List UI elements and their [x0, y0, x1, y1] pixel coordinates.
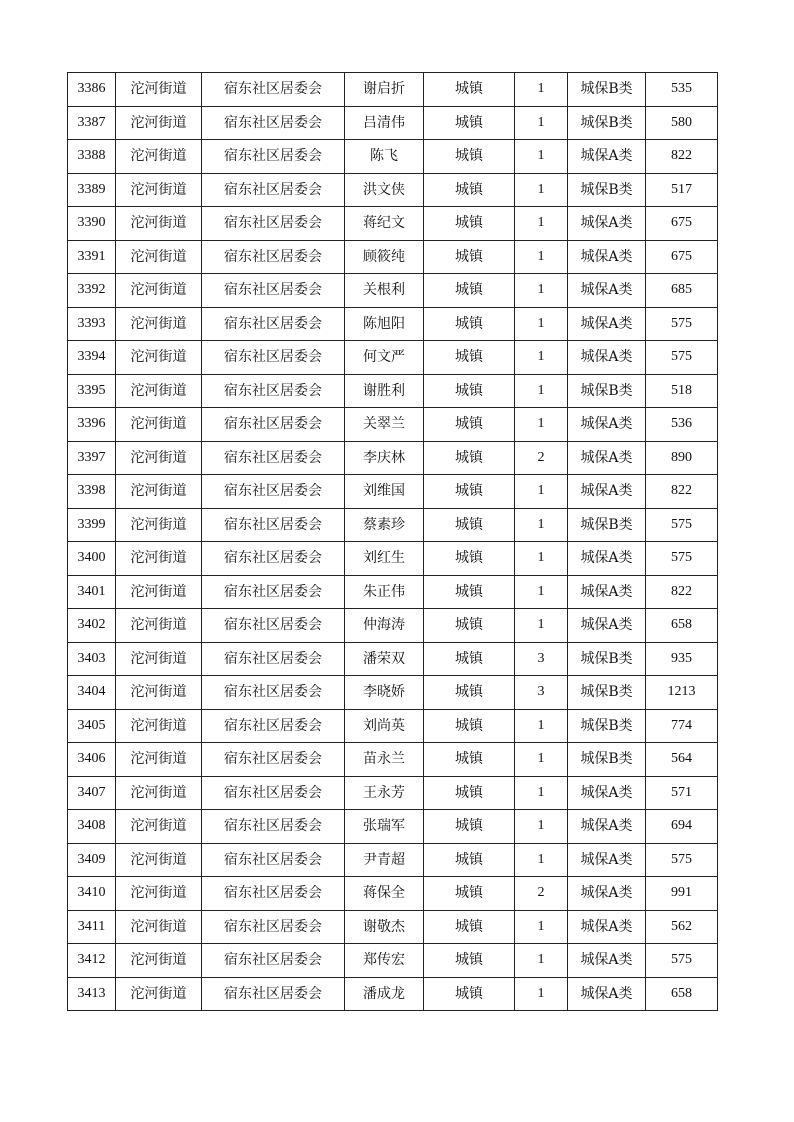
cell-name: 李晓娇	[345, 676, 424, 710]
cell-insurance-category: 城保A类	[568, 609, 646, 643]
cell-subdistrict: 沱河街道	[116, 977, 202, 1011]
cell-household-size: 1	[515, 173, 568, 207]
cell-community: 宿东社区居委会	[202, 810, 345, 844]
table-row	[68, 977, 718, 1011]
cell-name: 李庆林	[345, 441, 424, 475]
table-row	[68, 944, 718, 978]
table-row	[68, 810, 718, 844]
cell-amount: 822	[646, 575, 718, 609]
table-row	[68, 508, 718, 542]
table-row	[68, 676, 718, 710]
cell-community: 宿东社区居委会	[202, 441, 345, 475]
cell-subdistrict: 沱河街道	[116, 676, 202, 710]
cell-insurance-category: 城保A类	[568, 776, 646, 810]
table-row	[68, 73, 718, 107]
table-row	[68, 408, 718, 442]
cell-household-size: 1	[515, 743, 568, 777]
cell-household-size: 1	[515, 977, 568, 1011]
table-row	[68, 877, 718, 911]
cell-household-type: 城镇	[424, 743, 515, 777]
cell-community: 宿东社区居委会	[202, 106, 345, 140]
cell-household-size: 3	[515, 676, 568, 710]
cell-household-size: 1	[515, 274, 568, 308]
cell-subdistrict: 沱河街道	[116, 73, 202, 107]
cell-amount: 694	[646, 810, 718, 844]
cell-seq-no: 3407	[68, 776, 116, 810]
cell-subdistrict: 沱河街道	[116, 709, 202, 743]
cell-household-type: 城镇	[424, 274, 515, 308]
cell-household-type: 城镇	[424, 609, 515, 643]
cell-household-size: 1	[515, 240, 568, 274]
cell-name: 郑传宏	[345, 944, 424, 978]
cell-name: 张瑞军	[345, 810, 424, 844]
cell-community: 宿东社区居委会	[202, 341, 345, 375]
cell-household-size: 1	[515, 374, 568, 408]
cell-seq-no: 3386	[68, 73, 116, 107]
cell-subdistrict: 沱河街道	[116, 374, 202, 408]
cell-insurance-category: 城保B类	[568, 743, 646, 777]
cell-amount: 575	[646, 341, 718, 375]
cell-insurance-category: 城保A类	[568, 274, 646, 308]
cell-subdistrict: 沱河街道	[116, 743, 202, 777]
table-row	[68, 609, 718, 643]
cell-subdistrict: 沱河街道	[116, 810, 202, 844]
cell-seq-no: 3396	[68, 408, 116, 442]
cell-insurance-category: 城保A类	[568, 910, 646, 944]
cell-seq-no: 3391	[68, 240, 116, 274]
cell-name: 蒋保全	[345, 877, 424, 911]
cell-subdistrict: 沱河街道	[116, 776, 202, 810]
table-row	[68, 475, 718, 509]
cell-community: 宿东社区居委会	[202, 240, 345, 274]
cell-insurance-category: 城保A类	[568, 944, 646, 978]
cell-amount: 575	[646, 542, 718, 576]
cell-household-type: 城镇	[424, 810, 515, 844]
cell-community: 宿东社区居委会	[202, 542, 345, 576]
cell-community: 宿东社区居委会	[202, 676, 345, 710]
table-row	[68, 106, 718, 140]
cell-name: 刘维国	[345, 475, 424, 509]
cell-amount: 991	[646, 877, 718, 911]
cell-household-type: 城镇	[424, 374, 515, 408]
cell-household-type: 城镇	[424, 408, 515, 442]
cell-amount: 575	[646, 843, 718, 877]
cell-amount: 518	[646, 374, 718, 408]
records-table	[67, 72, 718, 1011]
cell-household-size: 1	[515, 106, 568, 140]
cell-household-size: 1	[515, 542, 568, 576]
cell-household-type: 城镇	[424, 575, 515, 609]
cell-amount: 675	[646, 207, 718, 241]
cell-insurance-category: 城保B类	[568, 676, 646, 710]
cell-seq-no: 3397	[68, 441, 116, 475]
cell-seq-no: 3403	[68, 642, 116, 676]
cell-amount: 658	[646, 977, 718, 1011]
cell-household-type: 城镇	[424, 877, 515, 911]
cell-household-type: 城镇	[424, 341, 515, 375]
cell-seq-no: 3411	[68, 910, 116, 944]
cell-seq-no: 3394	[68, 341, 116, 375]
cell-seq-no: 3412	[68, 944, 116, 978]
cell-insurance-category: 城保A类	[568, 475, 646, 509]
cell-household-size: 2	[515, 441, 568, 475]
cell-community: 宿东社区居委会	[202, 977, 345, 1011]
cell-insurance-category: 城保A类	[568, 307, 646, 341]
cell-seq-no: 3389	[68, 173, 116, 207]
cell-community: 宿东社区居委会	[202, 408, 345, 442]
cell-insurance-category: 城保B类	[568, 642, 646, 676]
cell-household-type: 城镇	[424, 73, 515, 107]
cell-household-size: 1	[515, 843, 568, 877]
cell-insurance-category: 城保A类	[568, 810, 646, 844]
cell-subdistrict: 沱河街道	[116, 910, 202, 944]
cell-amount: 890	[646, 441, 718, 475]
cell-subdistrict: 沱河街道	[116, 207, 202, 241]
cell-seq-no: 3393	[68, 307, 116, 341]
cell-seq-no: 3400	[68, 542, 116, 576]
table-row	[68, 274, 718, 308]
cell-amount: 580	[646, 106, 718, 140]
cell-household-type: 城镇	[424, 977, 515, 1011]
cell-name: 陈旭阳	[345, 307, 424, 341]
cell-subdistrict: 沱河街道	[116, 843, 202, 877]
cell-household-type: 城镇	[424, 776, 515, 810]
cell-household-size: 1	[515, 140, 568, 174]
cell-household-type: 城镇	[424, 910, 515, 944]
cell-name: 何文严	[345, 341, 424, 375]
cell-subdistrict: 沱河街道	[116, 307, 202, 341]
cell-amount: 822	[646, 140, 718, 174]
cell-name: 蔡素珍	[345, 508, 424, 542]
table-row	[68, 374, 718, 408]
cell-household-size: 1	[515, 910, 568, 944]
table-row	[68, 307, 718, 341]
cell-insurance-category: 城保A类	[568, 240, 646, 274]
cell-amount: 575	[646, 307, 718, 341]
cell-household-size: 1	[515, 475, 568, 509]
cell-seq-no: 3404	[68, 676, 116, 710]
cell-insurance-category: 城保A类	[568, 408, 646, 442]
cell-subdistrict: 沱河街道	[116, 106, 202, 140]
cell-community: 宿东社区居委会	[202, 575, 345, 609]
cell-subdistrict: 沱河街道	[116, 173, 202, 207]
cell-amount: 571	[646, 776, 718, 810]
cell-name: 吕清伟	[345, 106, 424, 140]
table-row	[68, 441, 718, 475]
cell-household-size: 1	[515, 609, 568, 643]
cell-insurance-category: 城保A类	[568, 207, 646, 241]
cell-community: 宿东社区居委会	[202, 140, 345, 174]
table-row	[68, 843, 718, 877]
cell-insurance-category: 城保A类	[568, 441, 646, 475]
cell-seq-no: 3401	[68, 575, 116, 609]
cell-subdistrict: 沱河街道	[116, 475, 202, 509]
cell-household-size: 2	[515, 877, 568, 911]
cell-household-size: 1	[515, 508, 568, 542]
cell-name: 谢胜利	[345, 374, 424, 408]
cell-community: 宿东社区居委会	[202, 843, 345, 877]
cell-household-size: 1	[515, 341, 568, 375]
cell-amount: 575	[646, 944, 718, 978]
cell-seq-no: 3413	[68, 977, 116, 1011]
cell-subdistrict: 沱河街道	[116, 508, 202, 542]
table-row	[68, 173, 718, 207]
cell-amount: 774	[646, 709, 718, 743]
cell-household-size: 1	[515, 408, 568, 442]
cell-household-size: 1	[515, 810, 568, 844]
cell-name: 王永芳	[345, 776, 424, 810]
cell-household-type: 城镇	[424, 843, 515, 877]
cell-name: 蒋纪文	[345, 207, 424, 241]
cell-household-type: 城镇	[424, 240, 515, 274]
cell-community: 宿东社区居委会	[202, 173, 345, 207]
table-row	[68, 240, 718, 274]
cell-seq-no: 3405	[68, 709, 116, 743]
table-row	[68, 140, 718, 174]
cell-household-type: 城镇	[424, 508, 515, 542]
table-row	[68, 575, 718, 609]
cell-household-type: 城镇	[424, 676, 515, 710]
cell-community: 宿东社区居委会	[202, 709, 345, 743]
cell-name: 潘成龙	[345, 977, 424, 1011]
cell-seq-no: 3406	[68, 743, 116, 777]
cell-household-size: 3	[515, 642, 568, 676]
cell-amount: 536	[646, 408, 718, 442]
cell-household-size: 1	[515, 944, 568, 978]
cell-community: 宿东社区居委会	[202, 910, 345, 944]
cell-name: 顾筱纯	[345, 240, 424, 274]
cell-seq-no: 3409	[68, 843, 116, 877]
cell-household-type: 城镇	[424, 542, 515, 576]
cell-household-type: 城镇	[424, 307, 515, 341]
cell-amount: 685	[646, 274, 718, 308]
cell-name: 谢敬杰	[345, 910, 424, 944]
cell-community: 宿东社区居委会	[202, 508, 345, 542]
cell-subdistrict: 沱河街道	[116, 877, 202, 911]
cell-name: 苗永兰	[345, 743, 424, 777]
cell-seq-no: 3399	[68, 508, 116, 542]
cell-name: 陈飞	[345, 140, 424, 174]
table-row	[68, 743, 718, 777]
records-table-body	[68, 73, 718, 1011]
cell-insurance-category: 城保A类	[568, 341, 646, 375]
cell-insurance-category: 城保B类	[568, 508, 646, 542]
cell-subdistrict: 沱河街道	[116, 642, 202, 676]
cell-community: 宿东社区居委会	[202, 207, 345, 241]
table-row	[68, 542, 718, 576]
cell-household-type: 城镇	[424, 944, 515, 978]
cell-insurance-category: 城保B类	[568, 173, 646, 207]
cell-household-size: 1	[515, 307, 568, 341]
cell-seq-no: 3395	[68, 374, 116, 408]
table-row	[68, 341, 718, 375]
cell-name: 关翠兰	[345, 408, 424, 442]
cell-household-type: 城镇	[424, 642, 515, 676]
cell-name: 朱正伟	[345, 575, 424, 609]
cell-household-size: 1	[515, 207, 568, 241]
cell-household-type: 城镇	[424, 441, 515, 475]
cell-insurance-category: 城保A类	[568, 542, 646, 576]
cell-insurance-category: 城保B类	[568, 73, 646, 107]
cell-community: 宿东社区居委会	[202, 776, 345, 810]
cell-seq-no: 3402	[68, 609, 116, 643]
cell-household-size: 1	[515, 73, 568, 107]
cell-household-type: 城镇	[424, 173, 515, 207]
cell-name: 潘荣双	[345, 642, 424, 676]
cell-insurance-category: 城保A类	[568, 575, 646, 609]
cell-seq-no: 3398	[68, 475, 116, 509]
cell-household-type: 城镇	[424, 106, 515, 140]
cell-community: 宿东社区居委会	[202, 877, 345, 911]
cell-insurance-category: 城保B类	[568, 374, 646, 408]
cell-amount: 935	[646, 642, 718, 676]
cell-seq-no: 3387	[68, 106, 116, 140]
cell-amount: 1213	[646, 676, 718, 710]
cell-community: 宿东社区居委会	[202, 609, 345, 643]
table-row	[68, 207, 718, 241]
cell-community: 宿东社区居委会	[202, 944, 345, 978]
cell-community: 宿东社区居委会	[202, 642, 345, 676]
table-row	[68, 642, 718, 676]
cell-insurance-category: 城保B类	[568, 709, 646, 743]
cell-community: 宿东社区居委会	[202, 73, 345, 107]
cell-household-type: 城镇	[424, 140, 515, 174]
table-row	[68, 709, 718, 743]
cell-amount: 517	[646, 173, 718, 207]
cell-seq-no: 3408	[68, 810, 116, 844]
cell-amount: 562	[646, 910, 718, 944]
cell-insurance-category: 城保A类	[568, 140, 646, 174]
cell-amount: 564	[646, 743, 718, 777]
cell-household-size: 1	[515, 709, 568, 743]
cell-seq-no: 3390	[68, 207, 116, 241]
cell-name: 尹青超	[345, 843, 424, 877]
cell-amount: 535	[646, 73, 718, 107]
cell-subdistrict: 沱河街道	[116, 274, 202, 308]
cell-name: 仲海涛	[345, 609, 424, 643]
cell-community: 宿东社区居委会	[202, 307, 345, 341]
cell-household-size: 1	[515, 575, 568, 609]
cell-subdistrict: 沱河街道	[116, 240, 202, 274]
table-row	[68, 776, 718, 810]
cell-community: 宿东社区居委会	[202, 274, 345, 308]
cell-subdistrict: 沱河街道	[116, 140, 202, 174]
cell-subdistrict: 沱河街道	[116, 408, 202, 442]
cell-amount: 575	[646, 508, 718, 542]
cell-subdistrict: 沱河街道	[116, 341, 202, 375]
cell-insurance-category: 城保A类	[568, 977, 646, 1011]
cell-amount: 675	[646, 240, 718, 274]
cell-subdistrict: 沱河街道	[116, 944, 202, 978]
cell-household-type: 城镇	[424, 207, 515, 241]
cell-household-type: 城镇	[424, 475, 515, 509]
cell-insurance-category: 城保A类	[568, 877, 646, 911]
cell-insurance-category: 城保A类	[568, 843, 646, 877]
cell-community: 宿东社区居委会	[202, 743, 345, 777]
cell-name: 谢启折	[345, 73, 424, 107]
cell-community: 宿东社区居委会	[202, 374, 345, 408]
cell-subdistrict: 沱河街道	[116, 542, 202, 576]
cell-name: 洪文侠	[345, 173, 424, 207]
cell-subdistrict: 沱河街道	[116, 441, 202, 475]
cell-seq-no: 3388	[68, 140, 116, 174]
cell-household-type: 城镇	[424, 709, 515, 743]
cell-amount: 658	[646, 609, 718, 643]
cell-subdistrict: 沱河街道	[116, 609, 202, 643]
cell-subdistrict: 沱河街道	[116, 575, 202, 609]
cell-amount: 822	[646, 475, 718, 509]
table-row	[68, 910, 718, 944]
cell-household-size: 1	[515, 776, 568, 810]
cell-community: 宿东社区居委会	[202, 475, 345, 509]
cell-seq-no: 3410	[68, 877, 116, 911]
cell-name: 刘红生	[345, 542, 424, 576]
cell-insurance-category: 城保B类	[568, 106, 646, 140]
cell-name: 关根利	[345, 274, 424, 308]
cell-name: 刘尚英	[345, 709, 424, 743]
cell-seq-no: 3392	[68, 274, 116, 308]
